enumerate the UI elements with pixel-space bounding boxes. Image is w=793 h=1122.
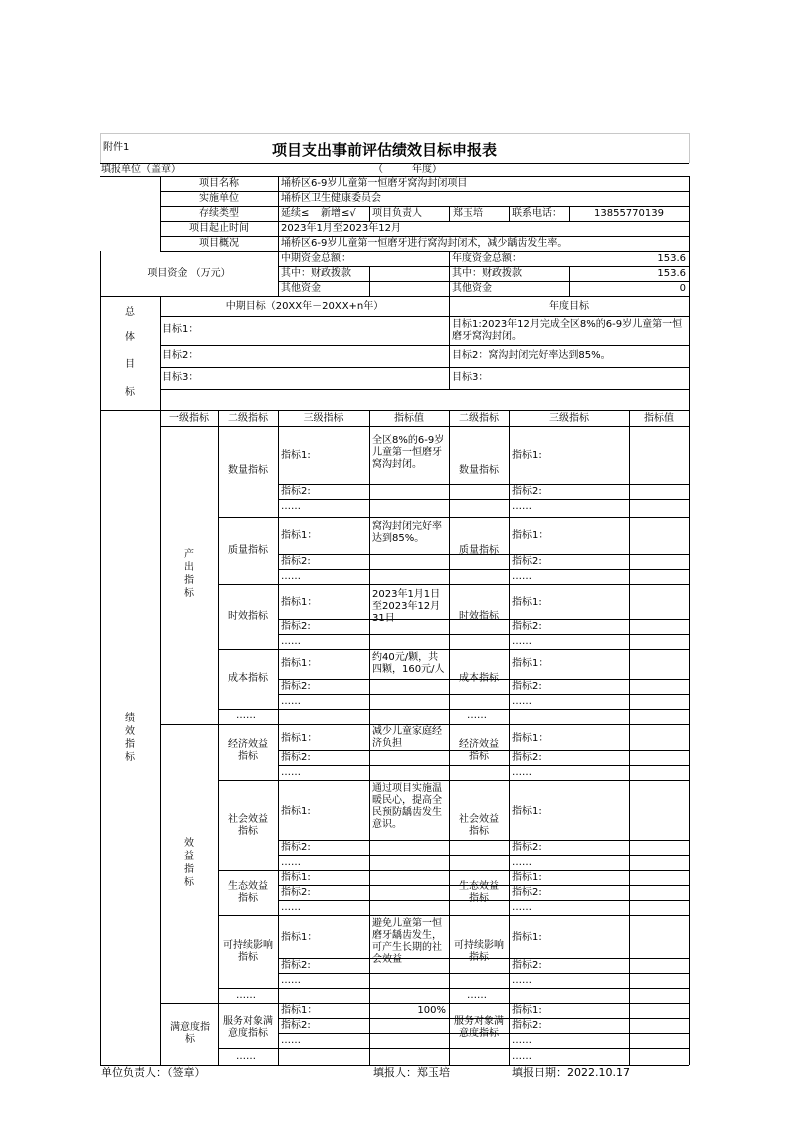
quality-dots-b: …… (512, 571, 532, 582)
ecological-ind2: 指标2: (281, 887, 311, 898)
quality-value: 窝沟封闭完好率达到85%。 (372, 521, 442, 544)
goals-section-char-3: 目 (125, 359, 135, 370)
owner-label: 项目负责人 (372, 208, 422, 219)
year-total-label: 年度资金总额： (452, 253, 522, 264)
output-indicator-label: 产出指标 (184, 549, 194, 599)
quantity-ind2: 指标2: (281, 486, 311, 497)
header-level1: 一级指标 (169, 413, 209, 424)
sustainable-dots-b: …… (512, 975, 532, 986)
type-label: 存续类型 (199, 208, 239, 219)
sustainable-label-left: 可持续影响指标 (223, 940, 273, 963)
economic-dots: …… (281, 767, 301, 778)
quantity-ind1: 指标1: (281, 450, 311, 461)
year-fiscal-label: 其中：财政拨款 (452, 268, 522, 279)
time-ind2-b: 指标2: (512, 621, 542, 632)
satisfaction-indicator-label: 满意度指标 (170, 1022, 210, 1045)
sustainable-ind1-b: 指标1: (512, 932, 542, 943)
effect-more-dots-b: …… (467, 990, 487, 1001)
quantity-ind2-b: 指标2: (512, 486, 542, 497)
output-more-dots-b: …… (467, 710, 487, 721)
social-label-right: 社会效益指标 (459, 814, 499, 837)
effect-indicator-label: 效益指标 (184, 838, 194, 888)
cost-label-right: 成本指标 (459, 673, 499, 684)
year-goal-header: 年度目标 (549, 301, 589, 312)
economic-value: 减少儿童家庭经济负担 (372, 726, 442, 749)
year-label: 年度） (412, 164, 442, 175)
output-more-dots: …… (236, 710, 256, 721)
cost-dots: …… (281, 696, 301, 707)
footer-date: 填报日期：2022.10.17 (512, 1066, 630, 1079)
economic-label-left: 经济效益指标 (228, 739, 268, 762)
service-ind1-b: 指标1: (512, 1005, 542, 1016)
cost-ind1-b: 指标1： (512, 658, 549, 669)
social-dots: …… (281, 857, 301, 868)
cost-ind1: 指标1： (281, 658, 318, 669)
owner: 郑玉培 (453, 208, 483, 219)
satisfaction-more-dots: …… (236, 1051, 256, 1062)
impl-unit: 埇桥区卫生健康委员会 (281, 193, 381, 204)
economic-ind1-b: 指标1： (512, 733, 549, 744)
quality-label-left: 质量指标 (228, 545, 268, 556)
sustainable-ind2-b: 指标2: (512, 960, 542, 971)
mid-goal-1: 目标1： (162, 324, 199, 335)
service-dots: …… (281, 1035, 301, 1046)
type-continue: 延续≤ (281, 208, 310, 219)
sustainable-dots: …… (281, 975, 301, 986)
year-goal-1: 目标1:2023年12月完成全区8%的6-9岁儿童第一恒磨牙窝沟封闭。 (452, 319, 683, 342)
economic-ind1: 指标1： (281, 733, 318, 744)
year-goal-2: 目标2：窝沟封闭完好率达到85%。 (452, 350, 611, 361)
funds-label: 项目资金 （万元） (147, 268, 231, 279)
page-title: 项目支出事前评估绩效目标申报表 (272, 141, 498, 159)
service-ind2: 指标2: (281, 1020, 311, 1031)
year-other-label: 其他资金 (452, 283, 492, 294)
quality-dots: …… (281, 571, 301, 582)
quantity-label-right: 数量指标 (459, 465, 499, 476)
period: 2023年1月至2023年12月 (281, 223, 401, 234)
time-ind1: 指标1： (281, 597, 318, 608)
header-level2-b: 二级指标 (459, 413, 499, 424)
cost-value: 约40元/颗，共四颗，160元/人 (372, 652, 445, 675)
social-ind1-b: 指标1: (512, 806, 542, 817)
effect-more-dots: …… (236, 990, 256, 1001)
quantity-dots-b: …… (512, 501, 532, 512)
mid-goal-2: 目标2： (162, 350, 199, 361)
ecological-label-left: 生态效益指标 (228, 881, 268, 904)
project-name: 埇桥区6-9岁儿童第一恒磨牙窝沟封闭项目 (281, 178, 468, 189)
sustainable-ind2: 指标2: (281, 960, 311, 971)
overview: 埇桥区6-9岁儿童第一恒磨牙进行窝沟封闭术，减少龋齿发生率。 (281, 238, 568, 249)
cost-ind2: 指标2: (281, 681, 311, 692)
quality-ind1: 指标1： (281, 530, 318, 541)
service-label-left: 服务对象满意度指标 (223, 1016, 273, 1039)
economic-dots-b: …… (512, 767, 532, 778)
cost-ind2-b: 指标2: (512, 681, 542, 692)
goals-section-char-4: 标 (125, 387, 135, 398)
service-dots-b: …… (512, 1035, 532, 1046)
type-new: 新增≤√ (321, 208, 356, 219)
header-level3: 三级指标 (303, 413, 344, 424)
time-label-right: 时效指标 (459, 611, 499, 622)
project-name-label: 项目名称 (199, 178, 239, 189)
mid-fiscal-label: 其中：财政拨款 (281, 268, 351, 279)
economic-label-right: 经济效益指标 (459, 739, 499, 762)
time-dots-b: …… (512, 636, 532, 647)
quality-label-right: 质量指标 (459, 545, 499, 556)
cost-label-left: 成本指标 (228, 673, 268, 684)
year-fiscal-value: 153.6 (657, 268, 686, 279)
quantity-label-left: 数量指标 (228, 465, 268, 476)
social-ind2: 指标2: (281, 842, 311, 853)
social-value: 通过项目实施温暖民心，提高全民预防龋齿发生意识。 (372, 783, 442, 830)
ecological-ind2-b: 指标2: (512, 887, 542, 898)
sustainable-value: 避免儿童第一恒磨牙龋齿发生，可产生长期的社会效益 (372, 918, 442, 965)
period-label: 项目起止时间 (189, 223, 249, 234)
service-label-right: 服务对象满意度指标 (454, 1016, 504, 1039)
header-level2: 二级指标 (228, 413, 268, 424)
social-dots-b: …… (512, 857, 532, 868)
unit-label: 填报单位（盖章） (101, 164, 181, 175)
quantity-ind1-b: 指标1: (512, 450, 542, 461)
service-value: 100% (417, 1005, 446, 1016)
quantity-value: 全区8%的6-9岁儿童第一恒磨牙窝沟封闭。 (372, 435, 445, 470)
footer-leader: 单位负责人：（签章） (101, 1066, 206, 1079)
attachment-label: 附件1 (103, 142, 130, 153)
year-total-value: 153.6 (657, 253, 686, 264)
year-goal-3: 目标3： (452, 372, 489, 383)
mid-total-label: 中期资金总额： (281, 253, 351, 264)
mid-goal-header: 中期目标（20XX年－20XX+n年） (225, 301, 384, 312)
service-ind1: 指标1： (281, 1005, 318, 1016)
satisfaction-more-dots-b: …… (512, 1051, 532, 1062)
header-level3-b: 三级指标 (549, 413, 589, 424)
time-ind2: 指标2: (281, 621, 311, 632)
economic-ind2-b: 指标2: (512, 752, 542, 763)
time-label-left: 时效指标 (228, 611, 268, 622)
footer-filler: 填报人：郑玉培 (373, 1066, 450, 1079)
year-open: （ (373, 164, 383, 175)
economic-ind2: 指标2: (281, 752, 311, 763)
header-value-b: 指标值 (644, 413, 674, 424)
time-dots: …… (281, 636, 301, 647)
goals-section-char-2: 体 (125, 332, 135, 343)
time-value: 2023年1月1日至2023年12月31日 (372, 589, 441, 624)
phone-label: 联系电话： (512, 208, 562, 219)
time-ind1-b: 指标1: (512, 597, 542, 608)
year-other-value: 0 (679, 283, 686, 294)
indicators-section-label: 绩效指标 (125, 713, 135, 763)
overview-label: 项目概况 (199, 238, 239, 249)
sustainable-label-right: 可持续影响指标 (454, 940, 504, 963)
mid-goal-3: 目标3： (162, 372, 199, 383)
ecological-dots: …… (281, 902, 301, 913)
service-ind2-b: 指标2: (512, 1020, 542, 1031)
social-ind2-b: 指标2: (512, 842, 542, 853)
quality-ind1-b: 指标1： (512, 530, 549, 541)
quality-ind2-b: 指标2: (512, 556, 542, 567)
mid-other-label: 其他资金 (281, 283, 321, 294)
ecological-ind1: 指标1: (281, 872, 311, 883)
social-label-left: 社会效益指标 (228, 814, 268, 837)
cost-dots-b: …… (512, 696, 532, 707)
header-value: 指标值 (394, 413, 424, 424)
impl-unit-label: 实施单位 (199, 193, 239, 204)
sustainable-ind1: 指标1： (281, 932, 318, 943)
quantity-dots: …… (281, 501, 301, 512)
ecological-label-right: 生态效益指标 (459, 881, 499, 904)
social-ind1: 指标1: (281, 806, 311, 817)
quality-ind2: 指标2: (281, 556, 311, 567)
ecological-dots-b: …… (512, 902, 532, 913)
ecological-ind1-b: 指标1: (512, 872, 542, 883)
goals-section-char-1: 总 (125, 307, 135, 318)
phone: 13855770139 (594, 208, 664, 219)
